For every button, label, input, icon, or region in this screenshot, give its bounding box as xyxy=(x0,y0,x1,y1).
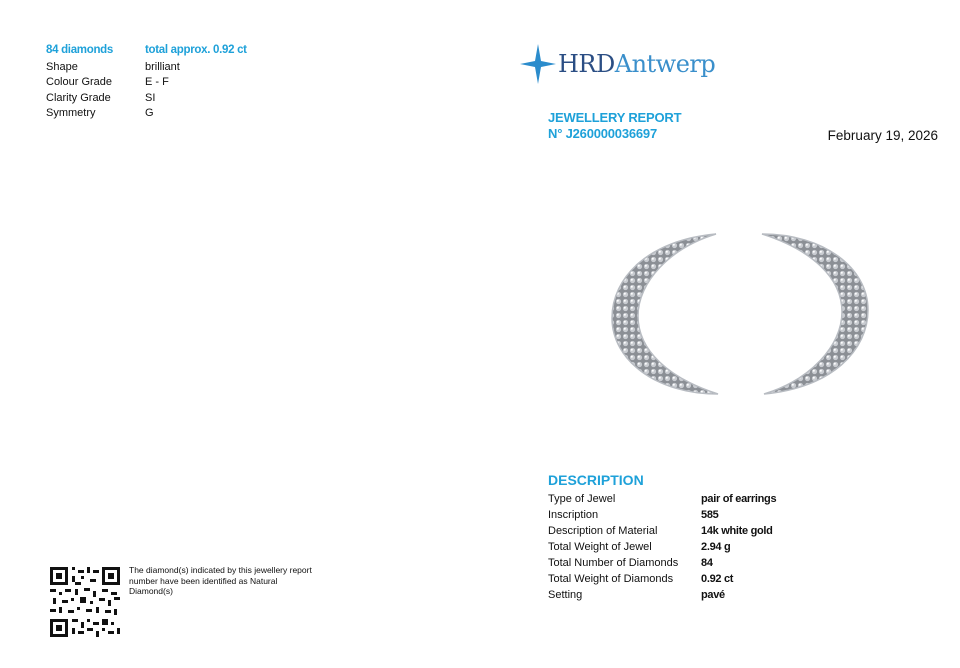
natural-diamond-note: The diamond(s) indicated by this jewellery report number have been identified as Natural Diamond(s) xyxy=(129,565,312,596)
summary-value: E - F xyxy=(145,76,169,88)
summary-value: G xyxy=(145,107,154,119)
description-table xyxy=(548,491,776,603)
description-label: Total Weight of Diamonds xyxy=(548,573,674,585)
left-earring xyxy=(612,234,718,394)
diamond-summary xyxy=(46,43,247,122)
description-row xyxy=(548,491,776,507)
logo-brand-suffix: Antwerp xyxy=(614,50,716,78)
earrings-image xyxy=(608,228,872,400)
description-label: Total Weight of Jewel xyxy=(548,541,652,553)
summary-row xyxy=(46,60,247,76)
description-value: 585 xyxy=(701,509,719,521)
summary-row xyxy=(46,106,247,122)
summary-label: Shape xyxy=(46,60,78,73)
qr-code-icon[interactable] xyxy=(50,567,120,637)
summary-label: Clarity Grade xyxy=(46,91,111,104)
description-label: Setting xyxy=(548,589,583,601)
report-heading xyxy=(548,110,681,142)
description-row xyxy=(548,523,776,539)
logo-brand: HRD xyxy=(558,50,615,78)
diamond-total-weight: total approx. 0.92 ct xyxy=(145,44,247,56)
description-value: 2.94 g xyxy=(701,541,731,553)
description-title: DESCRIPTION xyxy=(548,472,644,488)
right-earring xyxy=(762,234,868,394)
description-row xyxy=(548,539,776,555)
summary-header xyxy=(46,43,247,59)
description-row xyxy=(548,571,776,587)
summary-row xyxy=(46,75,247,91)
summary-label: Symmetry xyxy=(46,107,96,119)
description-row xyxy=(548,587,776,603)
description-value: pavé xyxy=(701,589,725,601)
description-row xyxy=(548,555,776,571)
summary-value: brilliant xyxy=(145,60,180,73)
report-number: N° J260000036697 xyxy=(548,126,657,141)
summary-value: SI xyxy=(145,91,156,104)
description-value: 14k white gold xyxy=(701,525,773,537)
summary-label: Colour Grade xyxy=(46,76,113,88)
description-label: Type of Jewel xyxy=(548,493,616,505)
description-label: Description of Material xyxy=(548,525,658,537)
summary-row xyxy=(46,91,247,107)
description-value: 0.92 ct xyxy=(701,573,734,585)
hrd-antwerp-logo xyxy=(520,44,715,84)
description-value: 84 xyxy=(701,557,713,569)
report-date: February 19, 2026 xyxy=(827,128,938,143)
diamond-count: 84 diamonds xyxy=(46,44,113,56)
description-label: Total Number of Diamonds xyxy=(548,557,679,569)
logo-wordmark xyxy=(558,50,715,78)
star-icon xyxy=(520,44,556,84)
report-title: JEWELLERY REPORT xyxy=(548,110,682,125)
description-label: Inscription xyxy=(548,509,599,521)
description-value: pair of earrings xyxy=(701,493,777,505)
description-row xyxy=(548,507,776,523)
